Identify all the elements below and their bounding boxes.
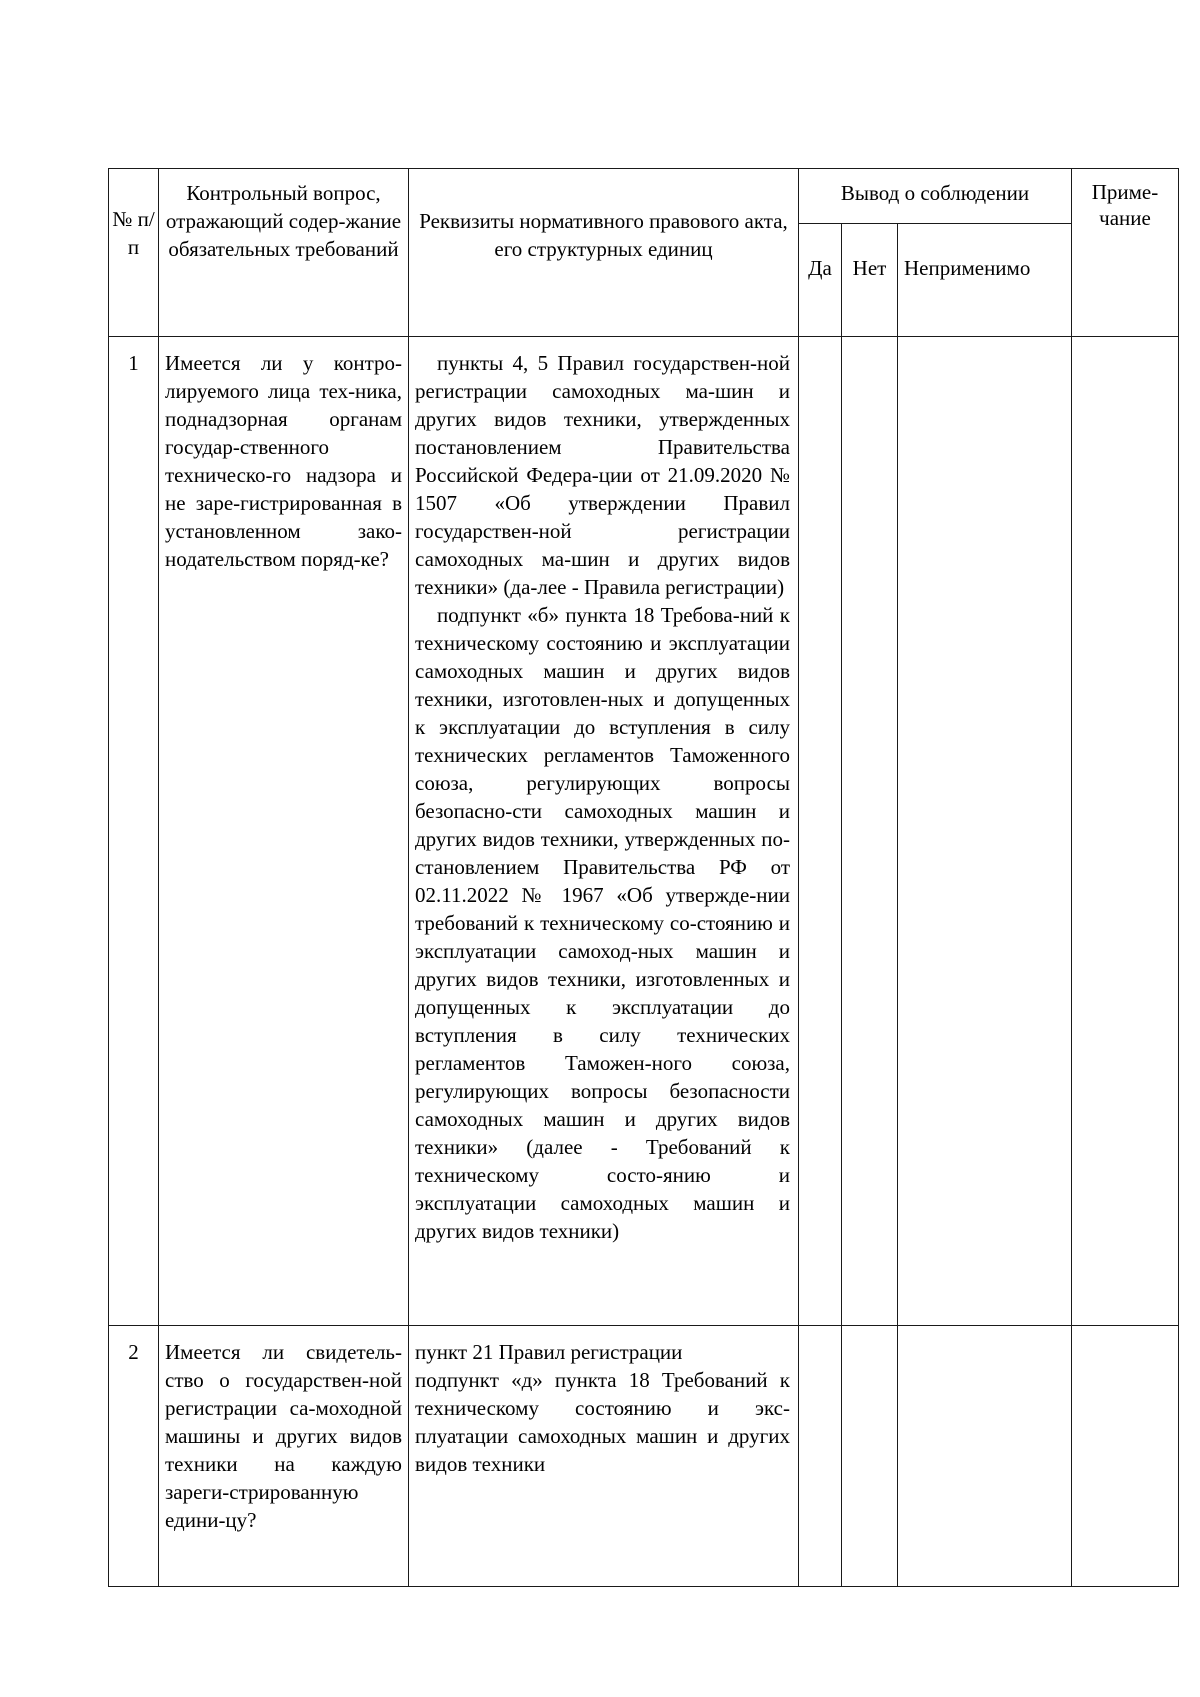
legal-reference (409, 337, 799, 1326)
note-cell[interactable] (1072, 1326, 1179, 1587)
header-no: Нет (842, 224, 898, 337)
answer-not-applicable-cell[interactable] (898, 1326, 1072, 1587)
legal-reference-paragraph: пункты 4, 5 Правил государствен-ной регистрации самоходных ма-шин и других видов техники, утвержденных постановлением Правительства Российской Федера-ции от 21.09.2020 № 1507 «Об утверждении Правил государствен-ной регистрации самоходных ма-шин и других видов техники» (да-лее - Правила регистрации) (415, 351, 790, 599)
header-yes: Да (799, 224, 842, 337)
header-reference: Реквизиты нормативного правового акта, его структурных единиц (409, 169, 799, 337)
answer-no-cell[interactable] (842, 1326, 898, 1587)
legal-reference-paragraph: подпункт «д» пункта 18 Требований к техническому состоянию и экс-плуатации самоходных машин и других видов техники (415, 1368, 790, 1476)
header-not-applicable: Неприменимо (898, 224, 1072, 337)
row-number: 2 (109, 1326, 159, 1587)
answer-not-applicable-cell[interactable] (898, 337, 1072, 1326)
answer-yes-cell[interactable] (799, 337, 842, 1326)
header-note: Приме-чание (1072, 169, 1179, 337)
header-conclusion: Вывод о соблюдении (799, 169, 1072, 224)
row-number: 1 (109, 337, 159, 1326)
legal-reference-paragraph: подпункт «б» пункта 18 Требова-ний к техническому состоянию и эксплуатации самоходных машин и других видов техники, изготовлен-ных и допущенных к эксплуатации до вступления в силу технических регламентов Таможенного союза, регулирующих вопросы безопасно-сти самоходных машин и других видов техники, утвержденных по-становлением Правительства РФ от 02.11.2022 № 1967 «Об утвержде-нии требований к техническому со-стоянию и эксплуатации самоход-ных машин и других видов техники, изготовленных и допущенных к эксплуатации до вступления в силу технических регламентов Таможен-ного союза, регулирующих вопросы безопасности самоходных машин и других видов техники» (далее - Требований к техническому состо-янию и эксплуатации самоходных машин и других видов техники) (415, 603, 790, 1243)
table-row (109, 1326, 1179, 1587)
header-row (109, 169, 1179, 224)
header-number: № п/п (109, 169, 159, 337)
note-cell[interactable] (1072, 337, 1179, 1326)
answer-no-cell[interactable] (842, 337, 898, 1326)
legal-reference-paragraph: пункт 21 Правил регистрации (415, 1340, 683, 1364)
control-question: Имеется ли свидетель-ство о государствен-ной регистрации са-моходной машины и других видов техники на каждую зареги-стрированную едини-цу? (159, 1326, 409, 1587)
legal-reference (409, 1326, 799, 1587)
answer-yes-cell[interactable] (799, 1326, 842, 1587)
table-row (109, 337, 1179, 1326)
control-question: Имеется ли у контро-лируемого лица тех-ника, поднадзорная органам государ-ственного техническо-го надзора и не заре-гистрированная в установленном зако-нодательством поряд-ке? (159, 337, 409, 1326)
header-question: Контрольный вопрос, отражающий содер-жание обязательных требований (159, 169, 409, 337)
checklist-table (108, 168, 1179, 1587)
